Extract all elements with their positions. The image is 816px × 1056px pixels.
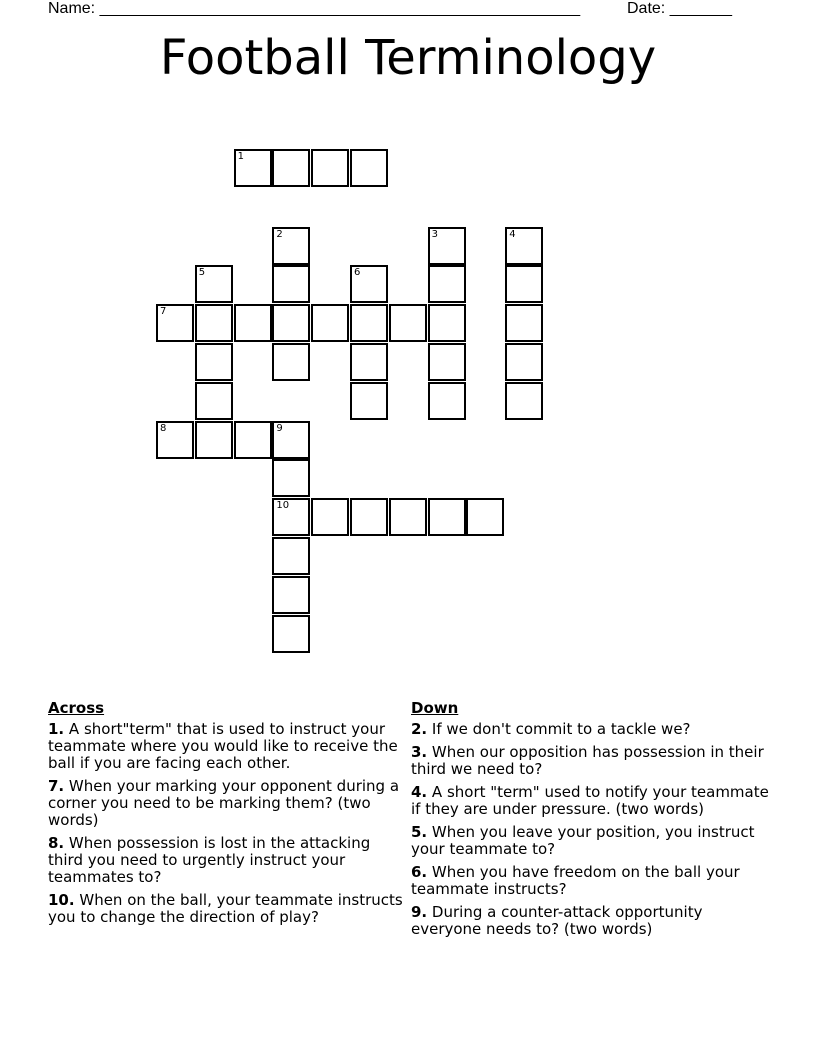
clue-down-5 (411, 824, 771, 858)
grid-cell[interactable] (505, 265, 543, 303)
grid-cell[interactable] (272, 576, 310, 614)
clue-text: When possession is lost in the attacking third you need to urgently instruct your teammates to? (48, 834, 371, 886)
grid-cell[interactable] (272, 498, 310, 536)
clue-down-6 (411, 864, 771, 898)
grid-cell[interactable] (272, 149, 310, 187)
clue-number: 5. (411, 823, 428, 841)
clue-number: 9. (411, 903, 428, 921)
clue-down-3 (411, 744, 771, 778)
grid-cell[interactable] (311, 304, 349, 342)
grid-cell[interactable] (505, 304, 543, 342)
grid-cell[interactable] (311, 149, 349, 187)
grid-cell[interactable] (234, 149, 272, 187)
clue-number: 7. (48, 777, 65, 795)
grid-cell[interactable] (195, 304, 233, 342)
cell-number: 6 (354, 267, 361, 279)
cell-number: 1 (237, 151, 244, 162)
clue-down-2 (411, 721, 771, 738)
clue-text: If we don't commit to a tackle we? (431, 720, 691, 738)
clue-across-8 (48, 835, 408, 886)
grid-cell[interactable] (350, 304, 388, 342)
clue-number: 3. (411, 743, 428, 761)
grid-cell[interactable] (272, 459, 310, 497)
grid-cell[interactable] (505, 382, 543, 420)
grid-cell[interactable] (389, 304, 427, 342)
grid-cell[interactable] (272, 227, 310, 265)
grid-cell[interactable] (428, 265, 466, 303)
cell-number: 8 (160, 422, 167, 434)
grid-cell[interactable] (350, 498, 388, 536)
clue-number: 10. (48, 891, 75, 909)
across-heading: Across (48, 699, 105, 717)
clue-down-4 (411, 784, 771, 818)
grid-cell[interactable] (272, 537, 310, 575)
grid-cell[interactable] (272, 304, 310, 342)
grid-cell[interactable] (350, 265, 388, 303)
cell-number: 2 (276, 228, 283, 240)
clue-text: When our opposition has possession in their third we need to? (411, 743, 764, 778)
grid-cell[interactable] (156, 304, 194, 342)
grid-cell[interactable] (311, 498, 349, 536)
page-title: Football Terminology (159, 30, 657, 86)
grid-cell[interactable] (428, 498, 466, 536)
clue-across-10 (48, 892, 408, 926)
clue-text: During a counter-attack opportunity everyone needs to? (two words) (411, 903, 703, 938)
grid-cell[interactable] (272, 615, 310, 653)
grid-cell[interactable] (350, 149, 388, 187)
cell-number: 3 (431, 228, 438, 240)
grid-cell[interactable] (389, 498, 427, 536)
clue-across-1 (48, 721, 408, 772)
across-clues (48, 700, 408, 932)
cell-number: 5 (198, 267, 206, 279)
name-line: Name: ______________________________________________________ (48, 0, 581, 17)
clue-text: When you leave your position, you instruct your teammate to? (411, 823, 755, 858)
clue-text: When you have freedom on the ball your teammate instructs? (411, 863, 740, 898)
clue-text: A short"term" that is used to instruct your teammate where you would like to receive the ball if you are facing each other. (48, 720, 398, 772)
clue-number: 4. (411, 783, 428, 801)
down-heading: Down (411, 699, 459, 717)
cell-number: 9 (276, 422, 283, 434)
grid-cell[interactable] (195, 343, 233, 381)
grid-cell[interactable] (195, 421, 233, 459)
clue-number: 2. (411, 720, 428, 738)
grid-cell[interactable] (428, 382, 466, 420)
grid-cell[interactable] (195, 265, 233, 303)
grid-cell[interactable] (234, 304, 272, 342)
grid-cell[interactable] (428, 304, 466, 342)
clue-number: 6. (411, 863, 428, 881)
grid-cell[interactable] (272, 265, 310, 303)
cell-number: 4 (509, 228, 516, 240)
date-line: Date: _______ (627, 0, 732, 17)
cell-number: 10 (276, 500, 290, 512)
grid-cell[interactable] (505, 227, 543, 265)
grid-cell[interactable] (234, 421, 272, 459)
grid-cell[interactable] (350, 343, 388, 381)
down-clues (411, 700, 771, 944)
grid-cell[interactable] (466, 498, 504, 536)
grid-cell[interactable] (195, 382, 233, 420)
clue-down-9 (411, 904, 771, 938)
grid-cell[interactable] (505, 343, 543, 381)
grid-cell[interactable] (428, 343, 466, 381)
clue-number: 8. (48, 834, 65, 852)
cell-number: 7 (160, 306, 167, 318)
clue-text: When on the ball, your teammate instructs you to change the direction of play? (48, 891, 403, 926)
clue-text: When your marking your opponent during a corner you need to be marking them? (two words) (48, 777, 400, 829)
clue-text: A short "term" used to notify your teammate if they are under pressure. (two words) (411, 783, 769, 818)
grid-cell[interactable] (156, 421, 194, 459)
grid-cell[interactable] (428, 227, 466, 265)
grid-cell[interactable] (272, 343, 310, 381)
grid-cell[interactable] (350, 382, 388, 420)
grid-cell[interactable] (272, 421, 310, 459)
clue-number: 1. (48, 720, 65, 738)
clue-across-7 (48, 778, 408, 829)
